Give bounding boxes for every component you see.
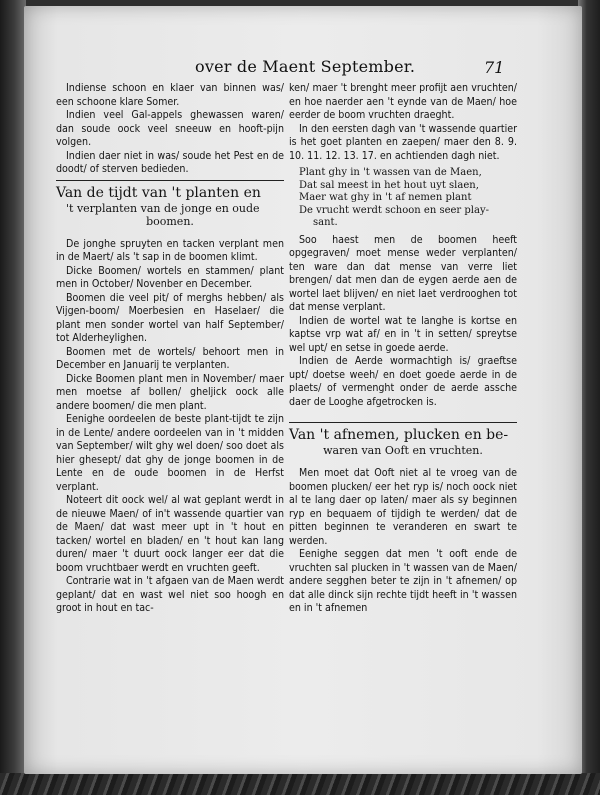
section-heading: [56, 185, 284, 228]
verse-line: Dat sal meest in het hout uyt slaen,: [299, 179, 479, 191]
paragraph: Contrarie wat in 't afgaen van de Maen werdt geplant/ dat en wast wel niet soo hoogh en groot in hout en tac-: [56, 575, 284, 614]
paragraph: In den eersten dagh van 't wassende quartier is het goet planten en zaepen/ maer den 8. 9. 10. 11. 12. 13. 17. en achtienden dagh niet.: [289, 122, 517, 162]
heading-main: Van de tijdt van 't planten en: [56, 184, 261, 201]
paragraph: De jonghe spruyten en tacken verplant men in de Maert/ als 't sap in de boomen klimt.: [56, 237, 284, 263]
paragraph: Indien veel Gal-appels ghewassen waren/ dan soude oock veel sneeuw en hooft-pijn volgen.: [56, 109, 284, 148]
running-header: over de Maent September.: [195, 57, 416, 76]
verse-line: sant.: [313, 217, 338, 229]
paragraph: Indien daer niet in was/ soude het Pest en de doodt/ of sterven bedieden.: [56, 149, 284, 175]
paragraph: ken/ maer 't brenght meer profijt aen vruchten/ en hoe naerder aen 't eynde van de Maen/ hoe eerder de boom vruchten draeght.: [289, 82, 517, 121]
paragraph: Dicke Boomen/ wortels en stammen/ plant men in October/ Novenber en December.: [56, 264, 284, 290]
paragraph: Dicke Boomen plant men in November/ maer men moetse af bollen/ gheljick oock alle andere boomen/ die men plant.: [56, 372, 284, 412]
section-heading: [289, 427, 517, 457]
paragraph: Eenighe seggen dat men 't ooft ende de vruchten sal plucken in 't wassen van de Maen/ andere segghen beter te zijn in 't afnemen/ op dat alle dinck sijn rechte tijdt heeft in 't wassen en in 't afnemen: [289, 548, 517, 615]
left-column: [56, 82, 284, 616]
verse-line: Plant ghy in 't wassen van de Maen,: [299, 167, 482, 178]
heading-sub: 't verplanten van de jonge en oude: [66, 201, 260, 215]
paragraph: Soo haest men de boomen heeft opgegraven/ moet mense weder verplanten/ ten ware dan dat mense van verre liet brengen/ dat men dan de eygen aerde aen de wortel laet blijven/ en niet laet verdrooghen tot dat mense verplant.: [289, 233, 517, 314]
divider: [289, 422, 517, 423]
paragraph: Indien de Aerde wormachtigh is/ graeftse upt/ doetse weeh/ en doet goede aerde in de plaets/ of vermenght onder de aerde assche daer de Looghe afgetrocken is.: [289, 355, 517, 408]
paragraph: Indien de wortel wat te langhe is kortse en kaptse vrp wat af/ en in 't in setten/ spreytse wel upt/ en setse in goede aerde.: [289, 314, 517, 354]
paragraph: Noteert dit oock wel/ al wat geplant werdt in de nieuwe Maen/ of in't wassende quartier van de Maen/ dat wast meer upt in 't hout en tacken/ wortel en bladen/ en 't hout kan lang duren/ maer 't duurt oock langer eer dat die boom vruchtbaer werdt en vruchten geeft.: [56, 494, 284, 574]
paragraph: Boomen met de wortels/ behoort men in December en Januarij te verplanten.: [56, 345, 284, 371]
heading-sub: boomen.: [146, 214, 194, 228]
paragraph: Indiense schoon en klaer van binnen was/ een schoone klare Somer.: [56, 82, 284, 108]
paragraph: Men moet dat Ooft niet al te vroeg van de boomen plucken/ eer het ryp is/ noch oock niet al te lang daer op laten/ maer als sy beginnen ryp en bequaem of tijdigh te werden/ dat de pitten beginnen te veranderen en swart te werden.: [289, 467, 517, 547]
paragraph: Eenighe oordeelen de beste plant-tijdt te zijn in de Lente/ andere oordeelen van in 't midden van September/ wilt ghy wel doen/ soo doet als hier ghesept/ dat ghy de jonge boomen in de Lente en de oude boomen in de Herfst verplant.: [56, 413, 284, 493]
divider: [56, 180, 284, 181]
heading-main: Van 't afnemen, plucken en be-: [289, 427, 509, 444]
book-spine-shadow-left: [0, 0, 26, 795]
right-column: [289, 82, 517, 616]
verse-line: Maer wat ghy in 't af nemen plant: [299, 192, 472, 204]
verse-block: [299, 167, 517, 230]
book-edge-bottom: [0, 773, 600, 795]
heading-sub: waren van Ooft en vruchten.: [323, 444, 483, 458]
paragraph: Boomen die veel pit/ of merghs hebben/ als Vijgen-boom/ Moerbesien en Haselaer/ die plant men sonder wortel van half September/ tot Alderheylighen.: [56, 291, 284, 344]
page-number: 71: [484, 58, 505, 77]
verse-line: De vrucht werdt schoon en seer play-: [299, 204, 489, 216]
